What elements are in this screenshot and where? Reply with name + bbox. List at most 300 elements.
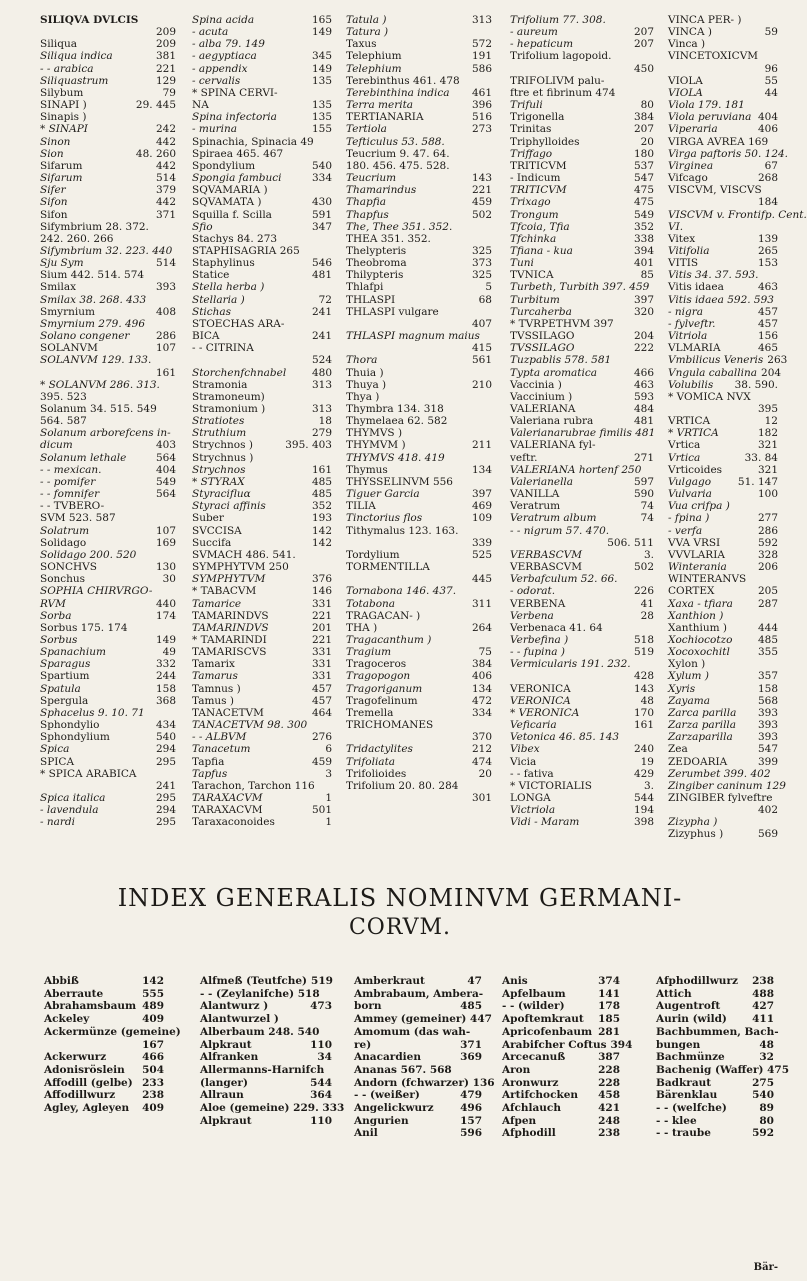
entry-term: Trifuli bbox=[510, 99, 543, 112]
index-entry bbox=[40, 598, 176, 610]
entry-term: Spergula bbox=[40, 694, 89, 707]
index-entry bbox=[668, 318, 778, 330]
index-column-5 bbox=[668, 14, 807, 841]
index-entry bbox=[354, 1115, 482, 1128]
entry-pages: 28 bbox=[640, 609, 654, 622]
entry-term: Vulgago bbox=[668, 475, 712, 488]
german-column-5 bbox=[656, 975, 790, 1140]
entry-pages: 475 bbox=[633, 184, 654, 197]
index-entry bbox=[668, 123, 778, 135]
entry-pages: 376 bbox=[311, 573, 332, 586]
entry-pages: 457 bbox=[311, 694, 332, 707]
entry-term: Bachenig (Waffer) 475 bbox=[656, 1063, 790, 1076]
index-entry bbox=[502, 1102, 620, 1115]
entry-pages: 85 bbox=[640, 269, 654, 282]
index-entry bbox=[346, 209, 492, 221]
index-entry bbox=[40, 695, 176, 707]
entry-pages: 241 bbox=[155, 779, 176, 792]
index-entry bbox=[346, 184, 492, 196]
index-entry bbox=[668, 439, 778, 451]
entry-term: ZEDOARIA bbox=[668, 755, 728, 768]
entry-term: Sifer bbox=[40, 184, 66, 197]
entry-term: Thilypteris bbox=[346, 269, 404, 282]
entry-pages: 518 bbox=[633, 633, 654, 646]
index-column-2 bbox=[192, 14, 332, 828]
index-entry bbox=[510, 196, 654, 208]
index-entry bbox=[510, 476, 654, 488]
entry-term: - Indicum bbox=[510, 172, 561, 185]
entry-term: - aureum bbox=[510, 26, 558, 39]
index-entry bbox=[40, 233, 176, 245]
entry-term: * TABACVM bbox=[192, 585, 257, 598]
index-entry bbox=[40, 184, 176, 196]
index-entry bbox=[200, 1077, 332, 1090]
entry-term: - - nigrum 57. 470. bbox=[510, 524, 610, 537]
entry-term: Sparagus bbox=[40, 658, 91, 671]
index-entry bbox=[192, 87, 332, 99]
index-entry bbox=[510, 354, 654, 366]
entry-pages: 402 bbox=[757, 804, 778, 817]
entry-pages: 325 bbox=[471, 244, 492, 257]
entry-pages: 180 bbox=[633, 147, 654, 160]
entry-pages: 294 bbox=[155, 743, 176, 756]
entry-term: Triffago bbox=[510, 147, 553, 160]
entry-pages: 295 bbox=[155, 792, 176, 804]
index-entry bbox=[192, 281, 332, 293]
entry-term: Spondylium bbox=[192, 159, 256, 172]
entry-term: Alpkraut bbox=[200, 1038, 252, 1051]
entry-term: Sium 442. 514. 574 bbox=[40, 269, 145, 282]
entry-term: VALERIANA hortenf 250 bbox=[510, 463, 642, 476]
index-entry bbox=[40, 14, 176, 26]
index-entry bbox=[656, 1115, 774, 1128]
entry-term: SOPHIA CHIRVRGO- bbox=[40, 585, 153, 598]
index-entry bbox=[40, 683, 176, 695]
index-entry bbox=[668, 573, 778, 585]
entry-term: Alantwurzel ) bbox=[200, 1013, 279, 1026]
index-entry bbox=[510, 342, 654, 354]
index-entry bbox=[656, 1039, 774, 1052]
entry-term: Thamarindus bbox=[346, 184, 417, 197]
entry-term: VERBENA bbox=[510, 597, 566, 610]
entry-term: Zizypha ) bbox=[668, 816, 718, 829]
index-entry bbox=[510, 670, 654, 682]
entry-term: Siliquastrum bbox=[40, 74, 109, 87]
index-entry bbox=[40, 731, 176, 743]
entry-pages: 209 bbox=[155, 26, 176, 39]
entry-term: Xanthion ) bbox=[668, 609, 724, 622]
index-entry bbox=[668, 281, 778, 293]
index-entry bbox=[510, 172, 654, 184]
entry-pages: 411 bbox=[752, 1013, 774, 1026]
entry-pages: 134 bbox=[471, 682, 492, 695]
entry-term: Afphodillwurz bbox=[656, 975, 738, 987]
entry-term: Xocoxochitl bbox=[668, 646, 730, 659]
entry-pages: 399 bbox=[757, 755, 778, 768]
index-entry bbox=[346, 38, 492, 50]
entry-term: Verbena bbox=[510, 609, 554, 622]
index-entry bbox=[200, 1051, 332, 1064]
index-entry bbox=[346, 719, 492, 731]
entry-term: Affodillwurz bbox=[44, 1089, 116, 1102]
index-entry bbox=[502, 1013, 620, 1026]
index-entry bbox=[502, 1051, 620, 1064]
index-entry bbox=[44, 1051, 164, 1064]
entry-pages: 222 bbox=[633, 342, 654, 355]
entry-pages: 459 bbox=[471, 196, 492, 209]
entry-term: * SPINA CERVI- bbox=[192, 86, 278, 99]
index-entry bbox=[346, 123, 492, 135]
index-entry bbox=[44, 1102, 164, 1115]
entry-pages: 403 bbox=[155, 439, 176, 452]
index-entry bbox=[192, 63, 332, 75]
entry-term: VANILLA bbox=[510, 488, 560, 501]
entry-term: Spiraea 465. 467 bbox=[192, 147, 284, 160]
entry-term: Thapfus bbox=[346, 208, 389, 221]
entry-term: Xaxa - tfiara bbox=[668, 597, 733, 610]
entry-pages: 67 bbox=[764, 159, 778, 172]
entry-term: Sinapis ) bbox=[40, 111, 87, 124]
entry-term: LONGA bbox=[510, 792, 551, 804]
index-entry bbox=[192, 123, 332, 135]
index-entry bbox=[346, 257, 492, 269]
index-entry bbox=[510, 136, 654, 148]
entry-pages: 142 bbox=[311, 524, 332, 537]
entry-pages: 240 bbox=[633, 743, 654, 756]
entry-term: Aronwurz bbox=[502, 1076, 559, 1089]
index-entry bbox=[668, 488, 778, 500]
entry-term: Verbefina ) bbox=[510, 633, 569, 646]
entry-term: Afphodill bbox=[502, 1127, 556, 1140]
index-entry bbox=[668, 306, 778, 318]
index-entry bbox=[346, 585, 492, 597]
entry-term: Vitis idaea 592. 593 bbox=[668, 293, 774, 306]
entry-pages: 442 bbox=[155, 135, 176, 148]
entry-pages: 275 bbox=[752, 1076, 774, 1089]
index-entry bbox=[40, 585, 176, 597]
index-entry bbox=[502, 1038, 633, 1052]
entry-pages: 514 bbox=[155, 172, 176, 185]
entry-pages: 149 bbox=[311, 26, 332, 39]
entry-term: Sphondylio bbox=[40, 719, 100, 732]
index-entry bbox=[346, 294, 492, 306]
entry-term: ftre et fibrinum 474 bbox=[510, 86, 616, 99]
entry-term: Anil bbox=[354, 1127, 378, 1140]
index-entry bbox=[502, 1127, 620, 1140]
entry-pages: 524 bbox=[311, 354, 332, 367]
entry-term: VVVLARIA bbox=[668, 548, 725, 561]
entry-pages: 221 bbox=[311, 633, 332, 646]
entry-term: VLMARIA bbox=[668, 342, 721, 355]
index-entry bbox=[192, 476, 332, 488]
entry-term: Viperaria bbox=[668, 123, 718, 136]
entry-term: Affodill (gelbe) bbox=[44, 1076, 133, 1089]
index-entry bbox=[192, 731, 332, 743]
entry-term: 395. 523 bbox=[40, 390, 87, 403]
index-entry bbox=[200, 975, 332, 988]
entry-pages: 47 bbox=[467, 975, 482, 987]
index-entry bbox=[346, 245, 492, 257]
index-entry bbox=[510, 209, 654, 221]
entry-term: Ackerwurz bbox=[44, 1051, 107, 1064]
entry-pages: 241 bbox=[311, 330, 332, 343]
index-entry bbox=[510, 585, 654, 597]
index-entry bbox=[192, 306, 332, 318]
entry-pages: 442 bbox=[155, 196, 176, 209]
index-entry bbox=[354, 1102, 482, 1115]
index-entry bbox=[40, 512, 176, 524]
index-entry bbox=[346, 707, 492, 719]
entry-term: THLASPI vulgare bbox=[346, 305, 439, 318]
entry-pages: 29. 445 bbox=[135, 99, 176, 112]
entry-term: THA ) bbox=[346, 621, 378, 634]
entry-term: Tiguer Garcia bbox=[346, 488, 420, 501]
entry-term: Strychnos bbox=[192, 463, 246, 476]
index-entry bbox=[668, 622, 778, 634]
index-entry bbox=[668, 403, 778, 415]
entry-term: STOECHAS ARA- bbox=[192, 317, 285, 330]
entry-term: Vmbilicus Veneris bbox=[668, 354, 764, 367]
entry-pages: 155 bbox=[311, 123, 332, 136]
entry-pages: 347 bbox=[311, 220, 332, 233]
index-entry bbox=[510, 330, 654, 342]
entry-pages: 205 bbox=[757, 585, 778, 598]
entry-term: Vrticoides bbox=[668, 463, 723, 476]
entry-pages: 519 bbox=[633, 646, 654, 659]
entry-term: Ackermünze (gemeine) bbox=[44, 1025, 181, 1038]
entry-pages: 20 bbox=[478, 767, 492, 780]
entry-pages: 49 bbox=[162, 646, 176, 659]
entry-term: - nardi bbox=[40, 816, 76, 829]
entry-pages: 170 bbox=[633, 706, 654, 719]
entry-term: Sonchus bbox=[40, 573, 86, 586]
entry-pages: 479 bbox=[460, 1089, 482, 1102]
entry-term: Squilla f. Scilla bbox=[192, 208, 272, 221]
index-entry bbox=[192, 415, 332, 427]
index-entry bbox=[510, 464, 654, 476]
entry-pages: 331 bbox=[311, 658, 332, 671]
entry-term: Alfmeß (Teutfche) bbox=[200, 975, 308, 987]
index-entry bbox=[192, 646, 332, 658]
index-entry bbox=[346, 525, 492, 537]
entry-term: VALERIANA fyl- bbox=[510, 439, 596, 452]
index-entry bbox=[346, 269, 492, 281]
index-entry bbox=[192, 136, 332, 148]
entry-pages: 429 bbox=[633, 767, 654, 780]
index-entry bbox=[346, 427, 492, 439]
entry-term: Bachmünze bbox=[656, 1051, 725, 1064]
entry-term: Vidi - Maram bbox=[510, 816, 580, 829]
index-entry bbox=[192, 196, 332, 208]
entry-pages: 549 bbox=[155, 475, 176, 488]
entry-term: Turbeth, Turbith 397. 459 bbox=[510, 281, 650, 294]
entry-pages: 475 bbox=[633, 196, 654, 209]
index-entry bbox=[510, 780, 654, 792]
entry-term: THEA 351. 352. bbox=[346, 232, 431, 245]
index-entry bbox=[192, 719, 332, 731]
entry-term: Andorn (fchwarzer) 136 bbox=[354, 1076, 495, 1089]
index-entry bbox=[510, 561, 654, 573]
entry-pages: 591 bbox=[311, 208, 332, 221]
index-entry bbox=[510, 537, 654, 549]
entry-pages: 286 bbox=[757, 524, 778, 537]
entry-term: SPICA bbox=[40, 755, 75, 768]
index-entry bbox=[192, 622, 332, 634]
entry-pages: 338 bbox=[633, 232, 654, 245]
entry-pages: 313 bbox=[311, 403, 332, 415]
entry-term: Taxus bbox=[346, 38, 377, 51]
entry-term: Statice bbox=[192, 269, 230, 282]
entry-term: Aron bbox=[502, 1063, 531, 1076]
index-entry bbox=[192, 598, 332, 610]
entry-term: Badkraut bbox=[656, 1076, 712, 1089]
index-entry bbox=[200, 1115, 332, 1128]
entry-term: Tragacanthum ) bbox=[346, 633, 432, 646]
entry-term: Veratrum album bbox=[510, 512, 597, 525]
entry-term: Sifarum bbox=[40, 159, 83, 172]
entry-pages: 463 bbox=[633, 378, 654, 391]
entry-pages: 184 bbox=[757, 196, 778, 209]
index-entry bbox=[346, 415, 492, 427]
entry-pages: 373 bbox=[471, 257, 492, 270]
index-entry bbox=[200, 1064, 332, 1077]
index-entry bbox=[192, 525, 332, 537]
index-entry bbox=[510, 50, 654, 62]
index-entry bbox=[200, 988, 332, 1001]
entry-term: re) bbox=[354, 1038, 372, 1051]
entry-term: - - (welfche) bbox=[656, 1102, 727, 1115]
entry-term: SYMPHYTVM bbox=[192, 573, 266, 586]
entry-pages: 398 bbox=[633, 816, 654, 829]
index-entry bbox=[668, 14, 778, 26]
entry-pages: 544 bbox=[633, 792, 654, 804]
entry-term: Victriola bbox=[510, 804, 556, 817]
entry-term: Trifolioides bbox=[346, 767, 407, 780]
entry-term: - - TVBERO- bbox=[40, 500, 105, 513]
entry-pages: 457 bbox=[311, 682, 332, 695]
index-entry bbox=[44, 1064, 164, 1077]
index-entry bbox=[192, 488, 332, 500]
entry-pages: 592 bbox=[757, 536, 778, 549]
entry-pages: 564 bbox=[155, 488, 176, 501]
index-entry bbox=[192, 464, 332, 476]
index-entry bbox=[346, 318, 492, 330]
entry-pages: 334 bbox=[311, 172, 332, 185]
entry-term: Arabifcher Coftus bbox=[502, 1038, 607, 1051]
entry-term: * VICTORIALIS bbox=[510, 779, 592, 792]
index-entry bbox=[44, 1000, 164, 1013]
index-entry bbox=[668, 75, 778, 87]
entry-term: Zayama bbox=[668, 694, 710, 707]
entry-term: Sifymbrium 28. 372. bbox=[40, 220, 149, 233]
index-entry bbox=[40, 245, 176, 257]
index-entry bbox=[668, 756, 778, 768]
index-entry bbox=[40, 172, 176, 184]
index-entry bbox=[510, 14, 654, 26]
entry-term: - - fomnifer bbox=[40, 488, 100, 501]
entry-term: Tamarus bbox=[192, 670, 238, 683]
index-entry bbox=[668, 707, 778, 719]
german-column-3 bbox=[354, 975, 495, 1140]
entry-pages: 211 bbox=[471, 439, 492, 452]
index-entry bbox=[510, 233, 654, 245]
entry-pages: 540 bbox=[155, 731, 176, 744]
index-entry bbox=[40, 804, 176, 816]
index-entry bbox=[192, 743, 332, 755]
index-entry bbox=[354, 1127, 482, 1140]
entry-term: Sorba bbox=[40, 609, 72, 622]
entry-term: Aberraute bbox=[44, 987, 104, 1000]
entry-term: SVCCISA bbox=[192, 524, 242, 537]
entry-term: * VERONICA bbox=[510, 706, 580, 719]
index-entry bbox=[510, 391, 654, 403]
entry-term: Vetonica 46. 85. 143 bbox=[510, 731, 620, 744]
entry-pages: 161 bbox=[311, 463, 332, 476]
entry-term: Vaccinia ) bbox=[510, 378, 562, 391]
index-entry bbox=[44, 1089, 164, 1102]
entry-pages: 207 bbox=[633, 26, 654, 39]
entry-term: Spanachium bbox=[40, 646, 106, 659]
entry-term: - - (wilder) bbox=[502, 1000, 565, 1013]
entry-pages: 248 bbox=[598, 1114, 620, 1127]
entry-term: Tremella bbox=[346, 706, 394, 719]
entry-pages: 466 bbox=[142, 1051, 164, 1064]
entry-term: Trifolium 77. 308. bbox=[510, 14, 606, 26]
index-entry bbox=[40, 622, 176, 634]
entry-pages: 555 bbox=[142, 987, 164, 1000]
entry-term: Vermicularis 191. 232. bbox=[510, 658, 631, 671]
entry-term: Ackeley bbox=[44, 1013, 90, 1026]
entry-term: 180. 456. 475. 528. bbox=[346, 159, 450, 172]
index-entry bbox=[510, 683, 654, 695]
index-entry bbox=[354, 1013, 492, 1026]
index-entry bbox=[346, 756, 492, 768]
entry-term: Tuni bbox=[510, 257, 534, 270]
entry-pages: 295 bbox=[155, 816, 176, 829]
index-entry bbox=[656, 1051, 774, 1064]
entry-term: * VRTICA bbox=[668, 427, 719, 440]
entry-pages: 18 bbox=[318, 415, 332, 428]
index-entry bbox=[346, 354, 492, 366]
entry-term: Valerianarubrae fimilis 481 bbox=[510, 427, 656, 440]
index-entry bbox=[40, 452, 176, 464]
index-entry bbox=[40, 549, 176, 561]
entry-term: Telephium bbox=[346, 62, 402, 75]
entry-pages: 294 bbox=[155, 804, 176, 817]
entry-pages: 428 bbox=[633, 670, 654, 683]
entry-pages: 6 bbox=[325, 743, 332, 756]
entry-term: Typta aromatica bbox=[510, 366, 598, 379]
index-entry bbox=[510, 573, 654, 585]
entry-term: SINAPI ) bbox=[40, 99, 87, 112]
entry-pages: 569 bbox=[757, 828, 778, 841]
index-entry bbox=[192, 512, 332, 524]
entry-term: Tefticulus 53. 588. bbox=[346, 135, 445, 148]
index-entry bbox=[510, 99, 654, 111]
entry-pages: 597 bbox=[633, 475, 654, 488]
entry-pages: 242 bbox=[155, 123, 176, 136]
entry-term: - - (weißer) bbox=[354, 1089, 420, 1102]
entry-term: RVM bbox=[40, 597, 66, 610]
entry-pages: 394 bbox=[610, 1038, 633, 1051]
entry-pages: 547 bbox=[757, 743, 778, 756]
index-entry bbox=[192, 354, 332, 366]
index-entry bbox=[40, 610, 176, 622]
entry-pages: 430 bbox=[311, 196, 332, 209]
entry-term: Vifcago bbox=[668, 172, 708, 185]
entry-term: SVMACH 486. 541. bbox=[192, 548, 296, 561]
index-entry bbox=[192, 500, 332, 512]
